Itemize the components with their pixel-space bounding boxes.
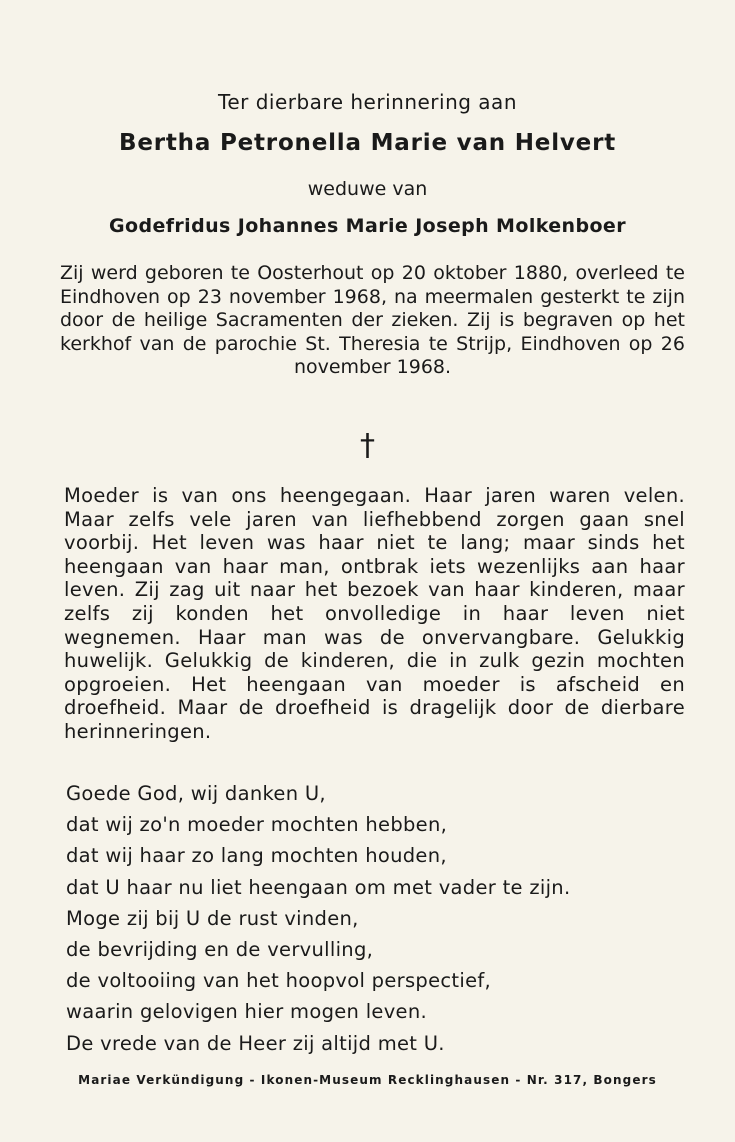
biography-paragraph: Zij werd geboren te Oosterhout op 20 oktober 1880, overleed te Eindhoven op 23 november 1968, na meermalen gesterkt te zijn door de heilige Sacramenten der zieken. Zij is begraven op het kerkhof van de parochie St. Theresia te Strijp, Eindhoven op 26 november 1968. — [60, 262, 685, 378]
prayer-line: waarin gelovigen hier mogen leven. — [66, 1000, 428, 1024]
prayer-line: dat wij zo'n moeder mochten hebben, — [66, 813, 448, 837]
cross-icon: † — [360, 428, 375, 463]
prayer-line: dat wij haar zo lang mochten houden, — [66, 844, 447, 868]
prayer-block — [66, 778, 706, 1059]
deceased-name: Bertha Petronella Marie van Helvert — [118, 130, 617, 156]
prayer-line: Moge zij bij U de rust vinden, — [66, 906, 359, 930]
husband-name: Godefridus Johannes Marie Joseph Molkenboer — [109, 215, 626, 237]
prayer-line: De vrede van de Heer zij altijd met U. — [66, 1031, 445, 1055]
prayer-line: de bevrijding en de vervulling, — [66, 937, 374, 961]
relation-line: weduwe van — [307, 178, 428, 200]
intro-line: Ter dierbare herinnering aan — [218, 90, 517, 114]
prayer-line: de voltooiing van het hoopvol perspectief, — [66, 969, 492, 993]
prayer-line: dat U haar nu liet heengaan om met vader te zijn. — [66, 875, 571, 899]
prayer-line: Goede God, wij danken U, — [66, 782, 326, 805]
memorial-text: Moeder is van ons heengegaan. Haar jaren waren velen. Maar zelfs vele jaren van liefhebbend zorgen gaan snel voorbij. Het leven was haar niet te lang; maar sinds het heengaan van haar man, ontbrak iets wezenlijks aan haar leven. Zij zag uit naar het bezoek van haar kinderen, maar zelfs zij konden het onvolledige in haar leven niet wegnemen. Haar man was de onvervangbare. Gelukkig huwelijk. Gelukkig de kinderen, die in zulk gezin mochten opgroeien. Het heengaan van moeder is afscheid en droefheid. Maar de droefheid is dragelijk door de dierbare herinneringen. — [64, 484, 685, 743]
printer-credit: Mariae Verkündigung - Ikonen-Museum Recklinghausen - Nr. 317, Bongers — [78, 1073, 657, 1087]
